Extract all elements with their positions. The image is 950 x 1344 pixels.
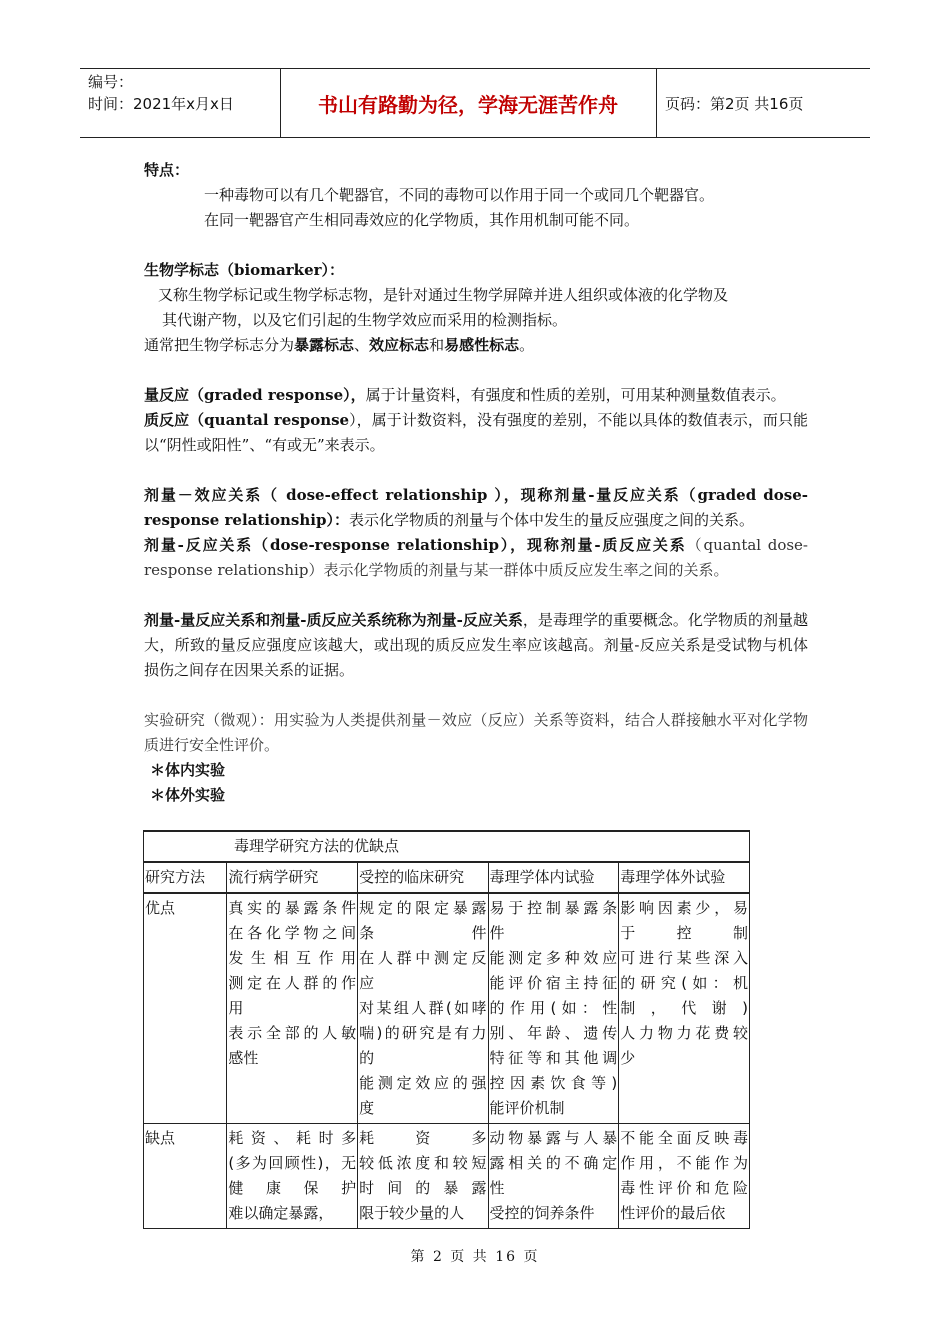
biomarker-title: 生物学标志（biomarker）： (144, 261, 345, 279)
cell-line: 的 (359, 1049, 375, 1067)
cell-line: 影响因素少，易 (620, 899, 748, 917)
cell-line: 健康保护 (228, 1179, 357, 1197)
table-cell (358, 1124, 488, 1229)
cell-line: 喘)的研究是有力 (359, 1024, 487, 1042)
cell-line: 时间的暴露 (359, 1179, 487, 1197)
dose-effect-definition: 剂量－效应关系（ dose-effect relationship ），现称剂量-量反应关系（graded dose-response relationship）：表示化学物质的剂量与个体中发生的量反应强度之间的关系。 (144, 486, 808, 529)
cell-line: 性评价的最后依 (620, 1204, 726, 1222)
table-row-cons (144, 1124, 750, 1229)
biomarker-definition: 又称生物学标记或生物学标志物，是针对通过生物学屏障并进人组织或体液的化学物及 (158, 286, 729, 304)
cell-line: 能评价机制 (489, 1099, 565, 1117)
cell-line: 感性 (228, 1049, 259, 1067)
cell-line: 发生相互作用 (228, 949, 357, 967)
cell-line: 可进行某些深入 (620, 949, 748, 967)
cell-line: 作用，不能作为 (620, 1154, 748, 1172)
table-header-cell: 毒理学体内试验 (488, 862, 619, 893)
cell-line: 易于控制暴露条 (489, 899, 618, 917)
cell-line: 条件 (359, 924, 487, 942)
cell-line: 限于较少量的人 (359, 1204, 465, 1222)
header-meta (80, 69, 280, 139)
cell-line: 表示全部的人敏 (228, 1024, 357, 1042)
features-title: 特点： (144, 161, 190, 179)
table-caption: 毒理学研究方法的优缺点 (144, 831, 750, 862)
doc-number-label: 编号： (88, 73, 134, 91)
document-body (144, 158, 808, 808)
cell-line: 制，代谢) (620, 999, 748, 1017)
cell-line: 控因素饮食等) (489, 1074, 618, 1092)
dose-response-definition: 剂量-反应关系（dose-response relationship），现称剂量-质反应关系（quantal dose-response relationship）表示化学物质的剂量与某一群体中质反应发生率之间的关系。 (144, 536, 808, 579)
cell-line: 的研究(如：机 (620, 974, 748, 992)
table-cell (227, 1124, 358, 1229)
table-header-cell: 研究方法 (144, 862, 227, 893)
cell-line: 性 (489, 1179, 505, 1197)
table-row-label: 优点 (144, 893, 227, 1124)
header-page-number: 页码：第2页 共16页 (665, 94, 804, 113)
cell-line: 测定在人群的作 (228, 974, 357, 992)
cell-line: 用 (228, 999, 244, 1017)
cell-line: 露相关的不确定 (489, 1154, 618, 1172)
table-cell (358, 893, 488, 1124)
cell-line: 人力物力花费较 (620, 1024, 748, 1042)
table-row-pros (144, 893, 750, 1124)
table-cell (488, 1124, 619, 1229)
page-footer: 第 2 页 共 16 页 (410, 1249, 540, 1265)
page-header (80, 68, 870, 138)
table-header-cell: 受控的临床研究 (358, 862, 488, 893)
cell-line: 的作用(如：性 (489, 999, 618, 1017)
cell-line: 真实的暴露条件 (228, 899, 357, 917)
cell-line: 能测定多种效应 (489, 949, 618, 967)
cell-line: 别、年龄、遗传 (489, 1024, 618, 1042)
table-cell (619, 893, 750, 1124)
cell-line: 较低浓度和较短 (359, 1154, 487, 1172)
cell-line: 耗资、耗时多 (228, 1129, 357, 1147)
list-item: 在同一靶器官产生相同毒效应的化学物质，其作用机制可能不同。 (204, 211, 640, 229)
experiment-item-in-vitro: ＊体外实验 (150, 786, 226, 804)
table-header-cell: 流行病学研究 (227, 862, 358, 893)
cell-line: 特征等和其他调 (489, 1049, 618, 1067)
header-motto: 书山有路勤为径，学海无涯苦作舟 (318, 92, 618, 117)
cell-line: (多为回顾性)，无 (228, 1154, 357, 1172)
cell-line: 对某组人群(如哮 (359, 999, 487, 1017)
cell-line: 在各化学物之间 (228, 924, 357, 942)
biomarker-classification: 通常把生物学标志分为暴露标志、效应标志和易感性标志。 (144, 336, 535, 354)
cell-line: 于控制 (620, 924, 748, 942)
cell-line: 少 (620, 1049, 636, 1067)
table-cell (619, 1124, 750, 1229)
table-header-row (144, 862, 750, 893)
cell-line: 件 (489, 924, 505, 942)
experiment-paragraph: 实验研究（微观）：用实验为人类提供剂量－效应（反应）关系等资料，结合人群接触水平对化学物质进行安全性评价。 (144, 711, 808, 754)
graded-response-paragraph: 量反应（graded response），属于计量资料，有强度和性质的差别，可用某种测量数值表示。 (144, 386, 786, 404)
methods-comparison-table (143, 830, 750, 1229)
cell-line: 不能全面反映毒 (620, 1129, 748, 1147)
biomarker-definition-cont: 其代谢产物，以及它们引起的生物学效应而采用的检测指标。 (162, 311, 568, 329)
list-item: 一种毒物可以有几个靶器官，不同的毒物可以作用于同一个或同几个靶器官。 (204, 186, 715, 204)
table-header-cell: 毒理学体外试验 (619, 862, 750, 893)
doc-date: 时间：2021年x月x日 (88, 95, 234, 113)
cell-line: 规定的限定暴露 (359, 899, 487, 917)
cell-line: 在人群中测定反 (359, 949, 487, 967)
table-cell (227, 893, 358, 1124)
dose-response-summary: 剂量-量反应关系和剂量-质反应关系统称为剂量-反应关系，是毒理学的重要概念。化学物质的剂量越大，所致的量反应强度应该越大，或出现的质反应发生率应该越高。剂量-反应关系是受试物与机体损伤之间存在因果关系的证据。 (144, 611, 808, 679)
table-row-label: 缺点 (144, 1124, 227, 1229)
cell-line: 度 (359, 1099, 375, 1117)
cell-line: 受控的饲养条件 (489, 1204, 595, 1222)
cell-line: 毒性评价和危险 (620, 1179, 748, 1197)
quantal-response-paragraph: 质反应（quantal response），属于计数资料，没有强度的差别，不能以具体的数值表示，而只能以“阴性或阳性”、“有或无”来表示。 (144, 411, 808, 454)
cell-line: 能评价宿主持征 (489, 974, 618, 992)
table-cell (488, 893, 619, 1124)
cell-line: 难以确定暴露， (228, 1204, 334, 1222)
cell-line: 应 (359, 974, 375, 992)
cell-line: 耗资多 (359, 1129, 487, 1147)
experiment-item-in-vivo: ＊体内实验 (150, 761, 226, 779)
cell-line: 能测定效应的强 (359, 1074, 487, 1092)
cell-line: 动物暴露与人暴 (489, 1129, 618, 1147)
